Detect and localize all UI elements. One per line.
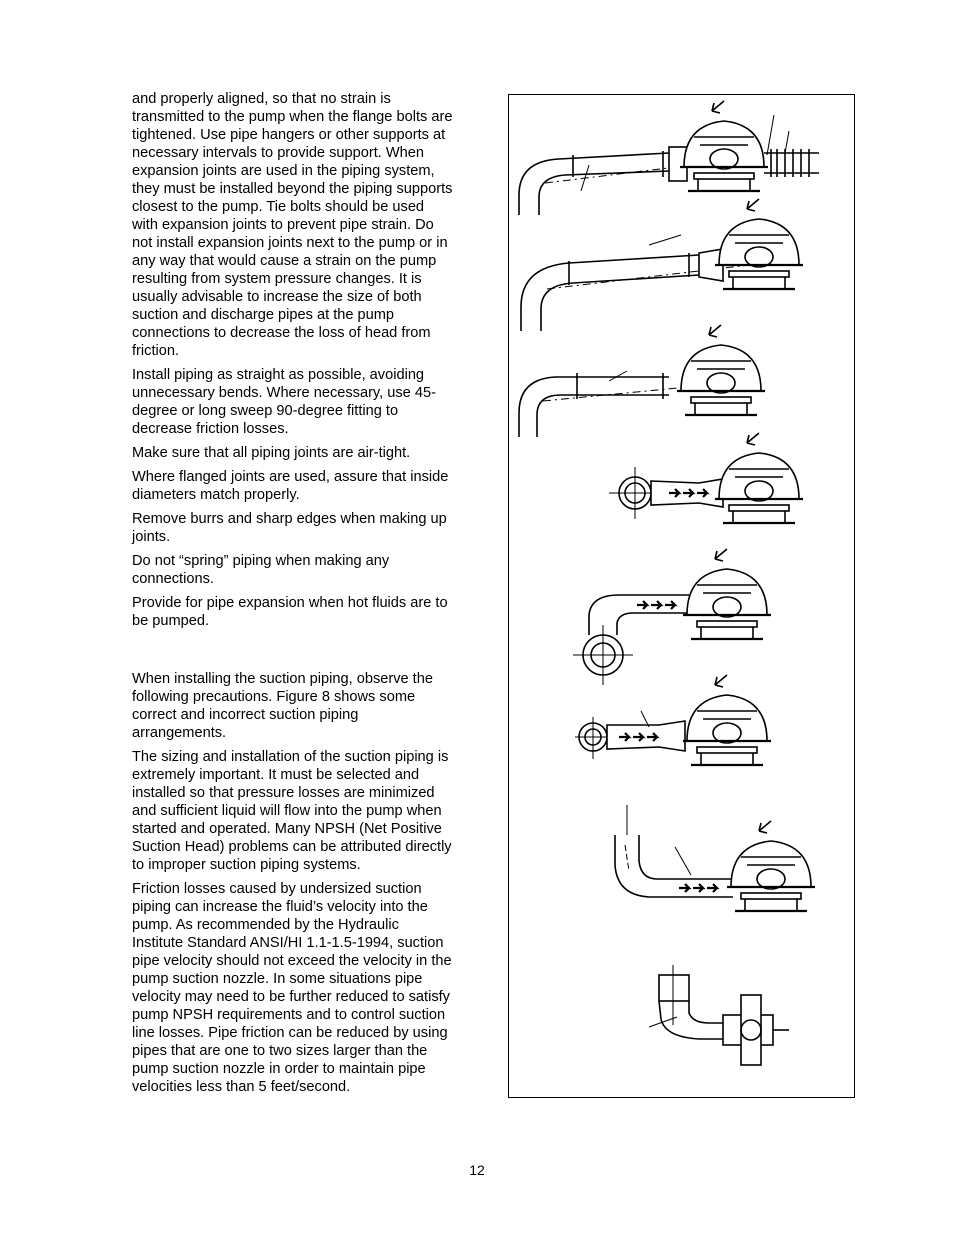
paragraph-suction-precautions: When installing the suction piping, observe the following precautions. Figure 8 shows some correct and incorrect suction piping arrangements. (132, 671, 433, 741)
paragraph-air-tight: Make sure that all piping joints are air-tight. (132, 445, 411, 461)
page-number: 12 (469, 1162, 485, 1178)
diagram-1-expansion-joints (519, 101, 819, 215)
diagram-7-vertical-elbow (615, 805, 815, 911)
paragraph-straight-piping: Install piping as straight as possible, avoiding unnecessary bends. Where necessary, use 45-degree or long sweep 90-degree fitting to decrease friction losses. (132, 367, 436, 437)
paragraph-hot-fluids: Provide for pipe expansion when hot fluids are to be pumped. (132, 595, 448, 629)
paragraph-flange-alignment: and properly aligned, so that no strain is transmitted to the pump when the flange bolts are tightened. Use pipe hangers or other supports at necessary intervals to provide support. When expansion joints are used in the piping system, they must be installed beyond the piping supports closest to the pump. Tie bolts should be used with expansion joints to prevent pipe strain. Do not install expansion joints next to the pump or in any way that would cause a strain on the pump resulting from system pressure changes. It is usually advisable to increase the size of both suction and discharge pipes at the pump connections to decrease the loss of head from friction. (132, 91, 453, 359)
paragraph-suction-sizing: The sizing and installation of the suction piping is extremely important. It must be selected and installed so that pressure losses are minimized and sufficient liquid will flow into the pump when started and operated. Many NPSH (Net Positive Suction Head) problems can be attributed directly to improper suction piping systems. (132, 749, 452, 873)
diagram-8-double-suction (649, 965, 789, 1065)
paragraph-spring-piping: Do not “spring” piping when making any connections. (132, 553, 390, 587)
body-text-column (132, 90, 454, 1102)
diagram-2-reducer (521, 199, 803, 331)
diagram-6-elbow-horizontal (575, 675, 771, 765)
piping-diagrams-svg (509, 95, 856, 1099)
paragraph-flanged-joints: Where flanged joints are used, assure that inside diameters match properly. (132, 469, 449, 503)
diagram-3-long-sweep (519, 325, 765, 437)
paragraph-friction-losses: Friction losses caused by undersized suction piping can increase the fluid’s velocity into the pump. As recommended by the Hydraulic Institute Standard ANSI/HI 1.1-1.5-1994, suction pipe velocity should not exceed the velocity in the pump suction nozzle. In some situations pipe velocity may need to be further reduced to satisfy pump NPSH requirements and to control suction line losses. Pipe friction can be reduced by using pipes that are one to two sizes larger than the pump suction nozzle in order to maintain pipe velocities less than 5 feet/second. (132, 881, 452, 1095)
suction-piping-figure (508, 94, 855, 1098)
diagram-5-elbow-eccentric (573, 549, 771, 685)
paragraph-burrs: Remove burrs and sharp edges when making up joints. (132, 511, 447, 545)
diagram-4-eccentric-reducer (609, 433, 803, 523)
